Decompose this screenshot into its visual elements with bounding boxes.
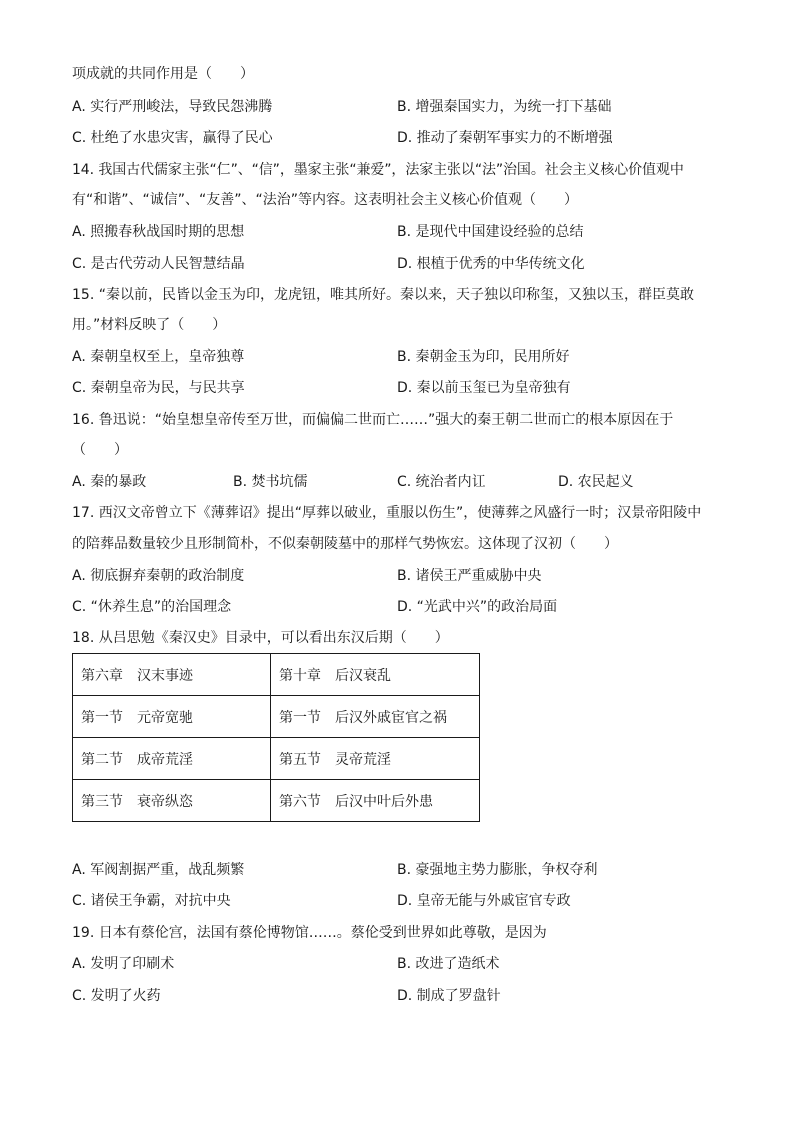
q16-option-c: C. 统治者内讧 [397,474,486,490]
table-row [73,696,480,738]
q18-option-a: A. 军阀割据严重，战乱频繁 [72,862,245,878]
q19-option-a: A. 发明了印刷术 [72,956,175,972]
q14-option-c: C. 是古代劳动人民智慧结晶 [72,256,245,272]
table-row [73,780,480,822]
q19-option-c: C. 发明了火药 [72,988,161,1004]
q17-stem-line2: 的陪葬品数量较少且形制简朴，不似秦朝陵墓中的那样气势恢宏。这体现了汉初（ ） [72,536,618,552]
q17-option-d: D. “光武中兴”的政治局面 [397,599,558,615]
q16-option-b: B. 焚书坑儒 [233,474,308,490]
q15-stem-line1: 15. “秦以前，民皆以金玉为印，龙虎钮，唯其所好。秦以来，天子独以印称玺，又独以玉，群臣莫敢 [72,287,694,303]
q19-stem-line1: 19. 日本有蔡伦宫，法国有蔡伦博物馆……。蔡伦受到世界如此尊敬，是因为 [72,925,547,941]
table-cell: 第二节 成帝荒淫 [73,738,271,780]
q19-option-d: D. 制成了罗盘针 [397,988,501,1004]
q15-option-d: D. 秦以前玉玺已为皇帝独有 [397,380,571,396]
q14-option-b: B. 是现代中国建设经验的总结 [397,224,584,240]
q15-option-c: C. 秦朝皇帝为民，与民共享 [72,380,245,396]
toc-table [72,653,480,822]
q16-stem-line2: （ ） [72,442,128,458]
table-cell: 第十章 后汉衰乱 [271,654,480,696]
q13-stem: 项成就的共同作用是（ ） [72,66,254,82]
table-row [73,738,480,780]
q16-option-a: A. 秦的暴政 [72,474,147,490]
q14-option-a: A. 照搬春秋战国时期的思想 [72,224,245,240]
q17-stem-line1: 17. 西汉文帝曾立下《薄葬诏》提出“厚葬以破业，重服以伤生”，使薄葬之风盛行一时；汉景帝阳陵中 [72,505,702,521]
q18-option-d: D. 皇帝无能与外戚宦官专政 [397,893,571,909]
q13-option-c: C. 杜绝了水患灾害，赢得了民心 [72,130,273,146]
table-cell: 第六节 后汉中叶后外患 [271,780,480,822]
table-row [73,654,480,696]
q14-stem-line2: 有“和谐”、“诚信”、“友善”、“法治”等内容。这表明社会主义核心价值观（ ） [72,192,579,208]
q17-option-b: B. 诸侯王严重威胁中央 [397,568,542,584]
q18-option-c: C. 诸侯王争霸，对抗中央 [72,893,231,909]
q17-option-c: C. “休养生息”的治国理念 [72,599,232,615]
q17-option-a: A. 彻底摒弃秦朝的政治制度 [72,568,245,584]
q15-option-a: A. 秦朝皇权至上，皇帝独尊 [72,349,245,365]
q16-option-d: D. 农民起义 [558,474,634,490]
table-cell: 第五节 灵帝荒淫 [271,738,480,780]
q19-option-b: B. 改进了造纸术 [397,956,500,972]
q18-option-b: B. 豪强地主势力膨胀，争权夺利 [397,862,598,878]
q18-stem-line1: 18. 从吕思勉《秦汉史》目录中，可以看出东汉后期（ ） [72,630,449,646]
q14-stem-line1: 14. 我国古代儒家主张“仁”、“信”，墨家主张“兼爱”，法家主张以“法”治国。社会主义核心价值观中 [72,162,684,178]
table-cell: 第三节 衰帝纵恣 [73,780,271,822]
table-cell: 第一节 元帝宽驰 [73,696,271,738]
q16-stem-line1: 16. 鲁迅说：“始皇想皇帝传至万世，而偏偏二世而亡……”强大的秦王朝二世而亡的根本原因在于 [72,412,674,428]
q13-option-d: D. 推动了秦朝军事实力的不断增强 [397,130,613,146]
q15-stem-line2: 用。”材料反映了（ ） [72,317,227,333]
q15-option-b: B. 秦朝金玉为印，民用所好 [397,349,570,365]
q13-option-a: A. 实行严刑峻法，导致民怨沸腾 [72,99,273,115]
q14-option-d: D. 根植于优秀的中华传统文化 [397,256,585,272]
q13-option-b: B. 增强秦国实力，为统一打下基础 [397,99,612,115]
table-cell: 第六章 汉末事迹 [73,654,271,696]
table-cell: 第一节 后汉外戚宦官之祸 [271,696,480,738]
